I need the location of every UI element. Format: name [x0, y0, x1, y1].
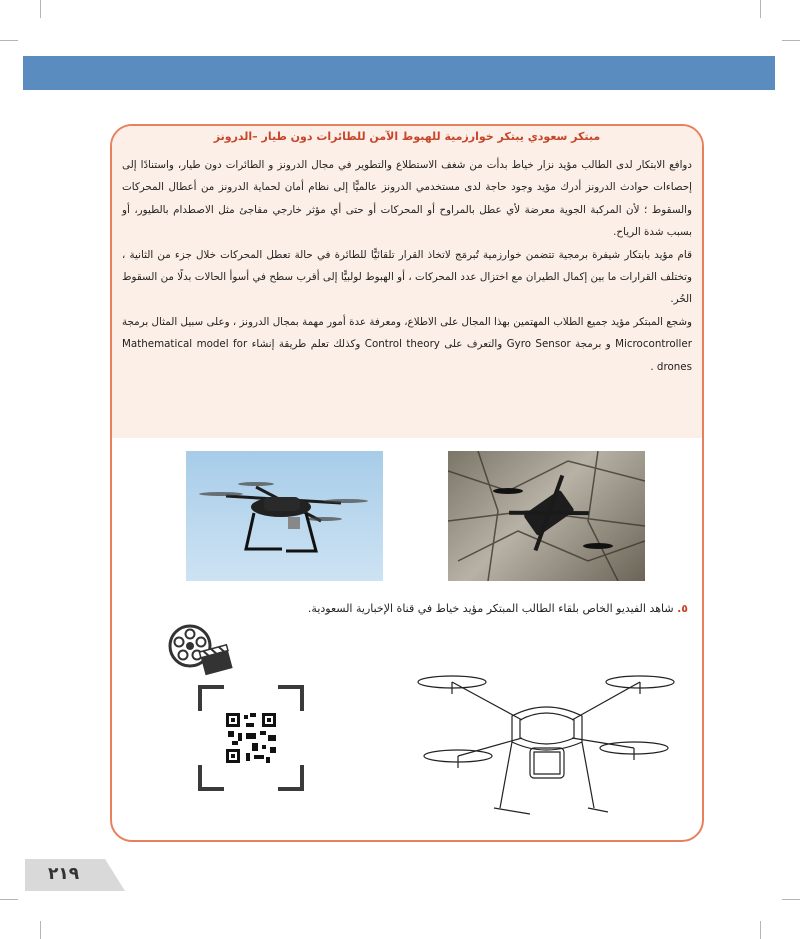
crop-mark — [40, 921, 41, 939]
activity-caption — [308, 602, 688, 615]
film-reel-clapperboard-icon — [166, 622, 234, 676]
paragraph: وشجع المبتكر مؤيد جميع الطلاب المهتمين بهذا المجال على الاطلاع، ومعرفة عدة أمور مهمة بمجال الدرونز ، وعلى سبيل المثال برمجة Microcontroller و برمجة Gyro Sensor والتعرف على Control theory وكذلك تعلم طريقة إنشاء Mathematical model for drones . — [122, 315, 692, 373]
article-body — [122, 154, 692, 378]
drone-sky-photo — [186, 451, 383, 581]
crop-mark — [0, 899, 18, 900]
drone-branches-photo — [448, 451, 645, 581]
crop-mark — [0, 40, 18, 41]
header-band — [23, 56, 775, 90]
crop-mark — [760, 0, 761, 18]
crop-mark — [760, 921, 761, 939]
activity-text: شاهد الفيديو الخاص بلقاء الطالب المبتكر مؤيد خياط في قناة الإخبارية السعودية. — [307, 602, 674, 615]
drone-wireframe-illustration — [412, 638, 680, 834]
crop-mark — [782, 40, 800, 41]
text-panel — [112, 126, 702, 438]
crop-mark — [782, 899, 800, 900]
paragraph: دوافع الابتكار لدى الطالب مؤيد نزار خياط بدأت من شغف الاستطلاع والتطوير في مجال الدرونز و الطائرات دون طيار، واستنادًا إلى إحصاءات حوادث الدرونز أدرك مؤيد وجود حاجة لدى مستخدمي الدرونز عالميًّا إلى نظام أمان لحماية الدرونز من أعطال المحركات والسقوط ؛ لأن المركبة الجوية معرضة لأي عطل بالمراوح أو المحركات أو حتى أي مؤثر خارجي مفاجئ مثل الاصطدام بالطيور، أو بسبب شدة الرياح. — [122, 159, 692, 239]
article-title: مبتكر سعودي يبتكر خوارزمية للهبوط الآمن للطائرات دون طيار –الدرونز — [213, 130, 601, 143]
page-number: ٢١٩ — [48, 864, 80, 884]
article-box — [110, 124, 704, 842]
crop-mark — [40, 0, 41, 18]
qr-code[interactable] — [196, 683, 306, 793]
activity-number: ٥. — [677, 602, 688, 615]
paragraph: قام مؤيد بابتكار شيفرة برمجية تتضمن خوارزمية تُبرمَج لاتخاذ القرار تلقائيًّا للطائرة في حالة تعطل المحركات خلال جزء من الثانية ، وتختلف القرارات ما بين إكمال الطيران مع اختزال عدد المحركات ، أو الهبوط لولبيًّا إلى أقرب سطح في أسوأ الحالات بدلًا من السقوط الحُر. — [122, 248, 692, 306]
